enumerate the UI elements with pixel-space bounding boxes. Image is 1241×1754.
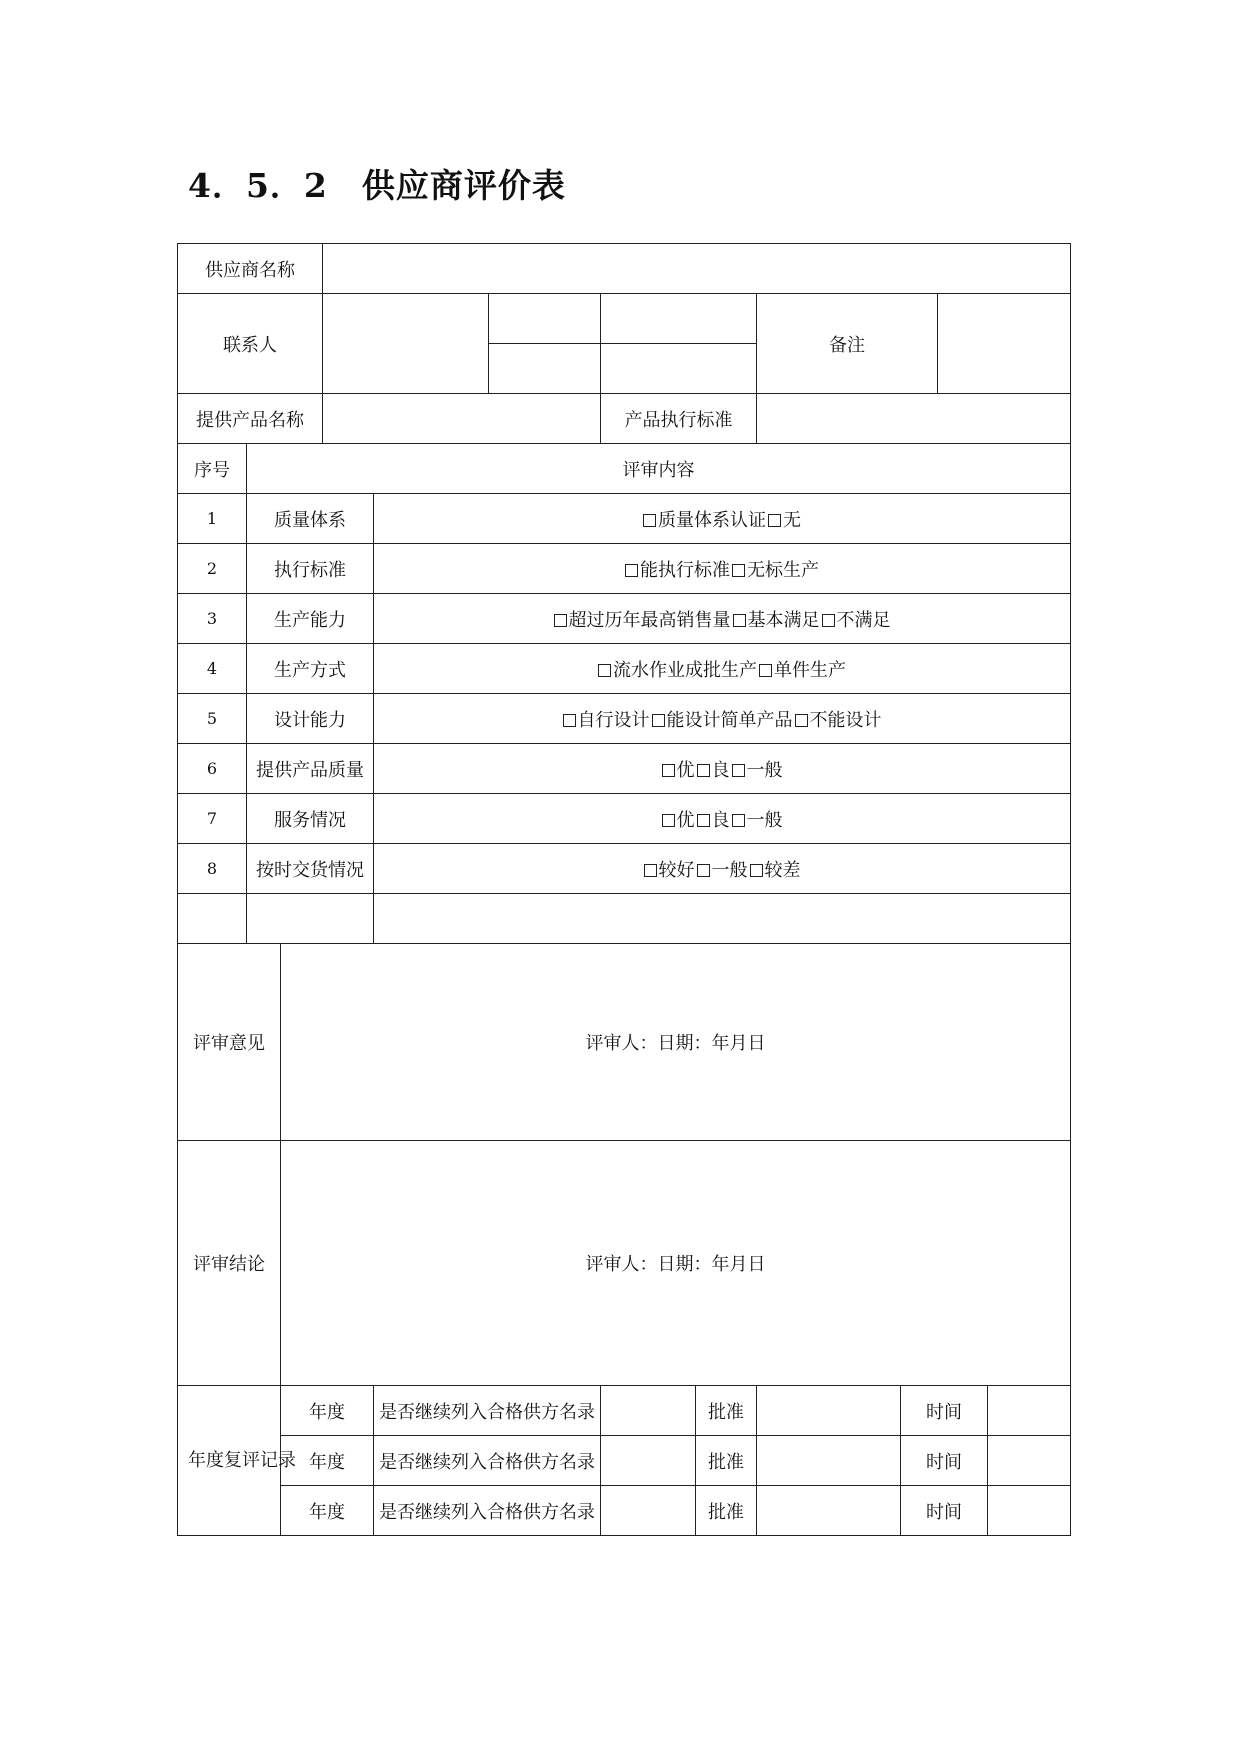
checkbox-icon[interactable]: [697, 764, 710, 777]
checkbox-icon[interactable]: [732, 764, 745, 777]
contact-label: 联系人: [178, 294, 323, 394]
continue-answer-field[interactable]: [601, 1436, 696, 1486]
contact-cell-a2[interactable]: [489, 344, 601, 394]
checkbox-icon[interactable]: [598, 664, 611, 677]
option[interactable]: [625, 560, 730, 581]
option-label: 不满足: [836, 609, 891, 631]
option[interactable]: [598, 660, 757, 681]
item-number: 2: [178, 544, 247, 594]
conclusion-row: [178, 1141, 1071, 1386]
review-item-row: [178, 844, 1071, 894]
option[interactable]: [652, 710, 793, 731]
opinion-field[interactable]: [281, 944, 1071, 1141]
review-item-row: [178, 644, 1071, 694]
item-options: [374, 844, 1071, 894]
option[interactable]: [732, 760, 783, 781]
checkbox-icon[interactable]: [697, 814, 710, 827]
product-row: [178, 394, 1071, 444]
option-label: 优: [676, 809, 695, 831]
option[interactable]: [697, 760, 730, 781]
option-label: 较差: [764, 859, 801, 881]
review-header-row: [178, 444, 1071, 494]
option-label: 能执行标准: [640, 559, 731, 581]
continue-question: 是否继续列入合格供方名录: [374, 1386, 601, 1436]
option-label: 基本满足: [747, 609, 820, 631]
blank-options[interactable]: [374, 894, 1071, 944]
time-field[interactable]: [988, 1486, 1071, 1536]
year-label: 年度: [281, 1486, 374, 1536]
year-label: 年度: [281, 1386, 374, 1436]
content-header: 评审内容: [247, 444, 1071, 494]
option-label: 质量体系认证: [658, 509, 767, 531]
item-options: [374, 494, 1071, 544]
remark-label: 备注: [757, 294, 938, 394]
review-item-row: [178, 794, 1071, 844]
option-label: 较好: [658, 859, 695, 881]
approve-label: 批准: [696, 1386, 757, 1436]
option-label: 无: [783, 509, 802, 531]
review-item-row: [178, 694, 1071, 744]
item-options: [374, 544, 1071, 594]
opinion-signature: 评审人：日期：年月日: [585, 1033, 766, 1054]
option-label: 不能设计: [809, 709, 882, 731]
item-name: 设计能力: [247, 694, 374, 744]
option-label: 一般: [746, 759, 783, 781]
annual-row: [178, 1386, 1071, 1436]
checkbox-icon[interactable]: [759, 664, 772, 677]
review-item-row: [178, 494, 1071, 544]
option-label: 自行设计: [577, 709, 650, 731]
review-item-row: [178, 744, 1071, 794]
item-number: 3: [178, 594, 247, 644]
option[interactable]: [732, 810, 783, 831]
checkbox-icon[interactable]: [625, 564, 638, 577]
option-label: 良: [711, 759, 730, 781]
item-options: [374, 694, 1071, 744]
checkbox-icon[interactable]: [697, 864, 710, 877]
item-number: 8: [178, 844, 247, 894]
option-label: 流水作业成批生产: [613, 659, 758, 681]
option[interactable]: [759, 660, 846, 681]
option[interactable]: [750, 860, 801, 881]
supplier-name-row: [178, 244, 1071, 294]
review-blank-row: [178, 894, 1071, 944]
product-name-label: 提供产品名称: [178, 394, 323, 444]
time-label: 时间: [901, 1386, 988, 1436]
checkbox-icon[interactable]: [643, 514, 656, 527]
option[interactable]: [733, 610, 820, 631]
item-name: 执行标准: [247, 544, 374, 594]
item-number: 7: [178, 794, 247, 844]
opinion-row: [178, 944, 1071, 1141]
time-field[interactable]: [988, 1436, 1071, 1486]
option[interactable]: [697, 860, 748, 881]
approve-label: 批准: [696, 1436, 757, 1486]
item-options: [374, 744, 1071, 794]
option-label: 能设计简单产品: [666, 709, 793, 731]
option-label: 无标生产: [747, 559, 820, 581]
remark-field[interactable]: [938, 294, 1071, 394]
option[interactable]: [662, 760, 695, 781]
checkbox-icon[interactable]: [732, 564, 745, 577]
product-standard-label: 产品执行标准: [601, 394, 757, 444]
option-label: 一般: [746, 809, 783, 831]
annual-label: 年度复评记录: [178, 1386, 281, 1536]
approve-field[interactable]: [757, 1386, 901, 1436]
item-name: 质量体系: [247, 494, 374, 544]
option[interactable]: [563, 710, 650, 731]
item-name: 服务情况: [247, 794, 374, 844]
continue-answer-field[interactable]: [601, 1386, 696, 1436]
review-item-row: [178, 594, 1071, 644]
continue-answer-field[interactable]: [601, 1486, 696, 1536]
blank-no[interactable]: [178, 894, 247, 944]
item-options: [374, 794, 1071, 844]
approve-label: 批准: [696, 1486, 757, 1536]
time-label: 时间: [901, 1436, 988, 1486]
approve-field[interactable]: [757, 1436, 901, 1486]
option-label: 单件生产: [774, 659, 847, 681]
item-options: [374, 594, 1071, 644]
option[interactable]: [732, 560, 819, 581]
option[interactable]: [822, 610, 891, 631]
option-label: 良: [711, 809, 730, 831]
checkbox-icon[interactable]: [554, 614, 567, 627]
conclusion-field[interactable]: [281, 1141, 1071, 1386]
contact-cell-b2[interactable]: [601, 344, 757, 394]
contact-cell-b1[interactable]: [601, 294, 757, 344]
option[interactable]: [554, 610, 731, 631]
checkbox-icon[interactable]: [795, 714, 808, 727]
conclusion-label: 评审结论: [178, 1141, 281, 1386]
supplier-name-label: 供应商名称: [178, 244, 323, 294]
seq-header: 序号: [178, 444, 247, 494]
option[interactable]: [662, 810, 695, 831]
annual-row: [178, 1486, 1071, 1536]
option[interactable]: [795, 710, 882, 731]
checkbox-icon[interactable]: [768, 514, 781, 527]
option-label: 一般: [711, 859, 748, 881]
checkbox-icon[interactable]: [732, 814, 745, 827]
option[interactable]: [768, 510, 801, 531]
option[interactable]: [644, 860, 695, 881]
time-field[interactable]: [988, 1386, 1071, 1436]
item-number: 6: [178, 744, 247, 794]
option[interactable]: [697, 810, 730, 831]
review-item-row: [178, 544, 1071, 594]
checkbox-icon[interactable]: [733, 614, 746, 627]
blank-name[interactable]: [247, 894, 374, 944]
checkbox-icon[interactable]: [652, 714, 665, 727]
option-label: 优: [676, 759, 695, 781]
product-name-field[interactable]: [323, 394, 601, 444]
checkbox-icon[interactable]: [644, 864, 657, 877]
continue-question: 是否继续列入合格供方名录: [374, 1486, 601, 1536]
checkbox-icon[interactable]: [750, 864, 763, 877]
item-number: 4: [178, 644, 247, 694]
opinion-label: 评审意见: [178, 944, 281, 1141]
contact-field[interactable]: [323, 294, 489, 394]
option[interactable]: [643, 510, 766, 531]
option-label: 超过历年最高销售量: [568, 609, 731, 631]
item-name: 生产能力: [247, 594, 374, 644]
checkbox-icon[interactable]: [662, 814, 675, 827]
annual-row: [178, 1436, 1071, 1486]
item-number: 1: [178, 494, 247, 544]
time-label: 时间: [901, 1486, 988, 1536]
item-number: 5: [178, 694, 247, 744]
contact-cell-a1[interactable]: [489, 294, 601, 344]
contact-row: [178, 294, 1071, 344]
continue-question: 是否继续列入合格供方名录: [374, 1436, 601, 1486]
product-standard-field[interactable]: [757, 394, 1071, 444]
item-name: 按时交货情况: [247, 844, 374, 894]
item-options: [374, 644, 1071, 694]
checkbox-icon[interactable]: [822, 614, 835, 627]
checkbox-icon[interactable]: [662, 764, 675, 777]
item-name: 生产方式: [247, 644, 374, 694]
supplier-name-field[interactable]: [323, 244, 1071, 294]
year-label: 年度: [281, 1436, 374, 1486]
checkbox-icon[interactable]: [563, 714, 576, 727]
supplier-evaluation-form: [177, 243, 1071, 1536]
page-title: 4．5．2 供应商评价表: [188, 166, 566, 205]
item-name: 提供产品质量: [247, 744, 374, 794]
conclusion-signature: 评审人：日期：年月日: [585, 1254, 766, 1275]
approve-field[interactable]: [757, 1486, 901, 1536]
